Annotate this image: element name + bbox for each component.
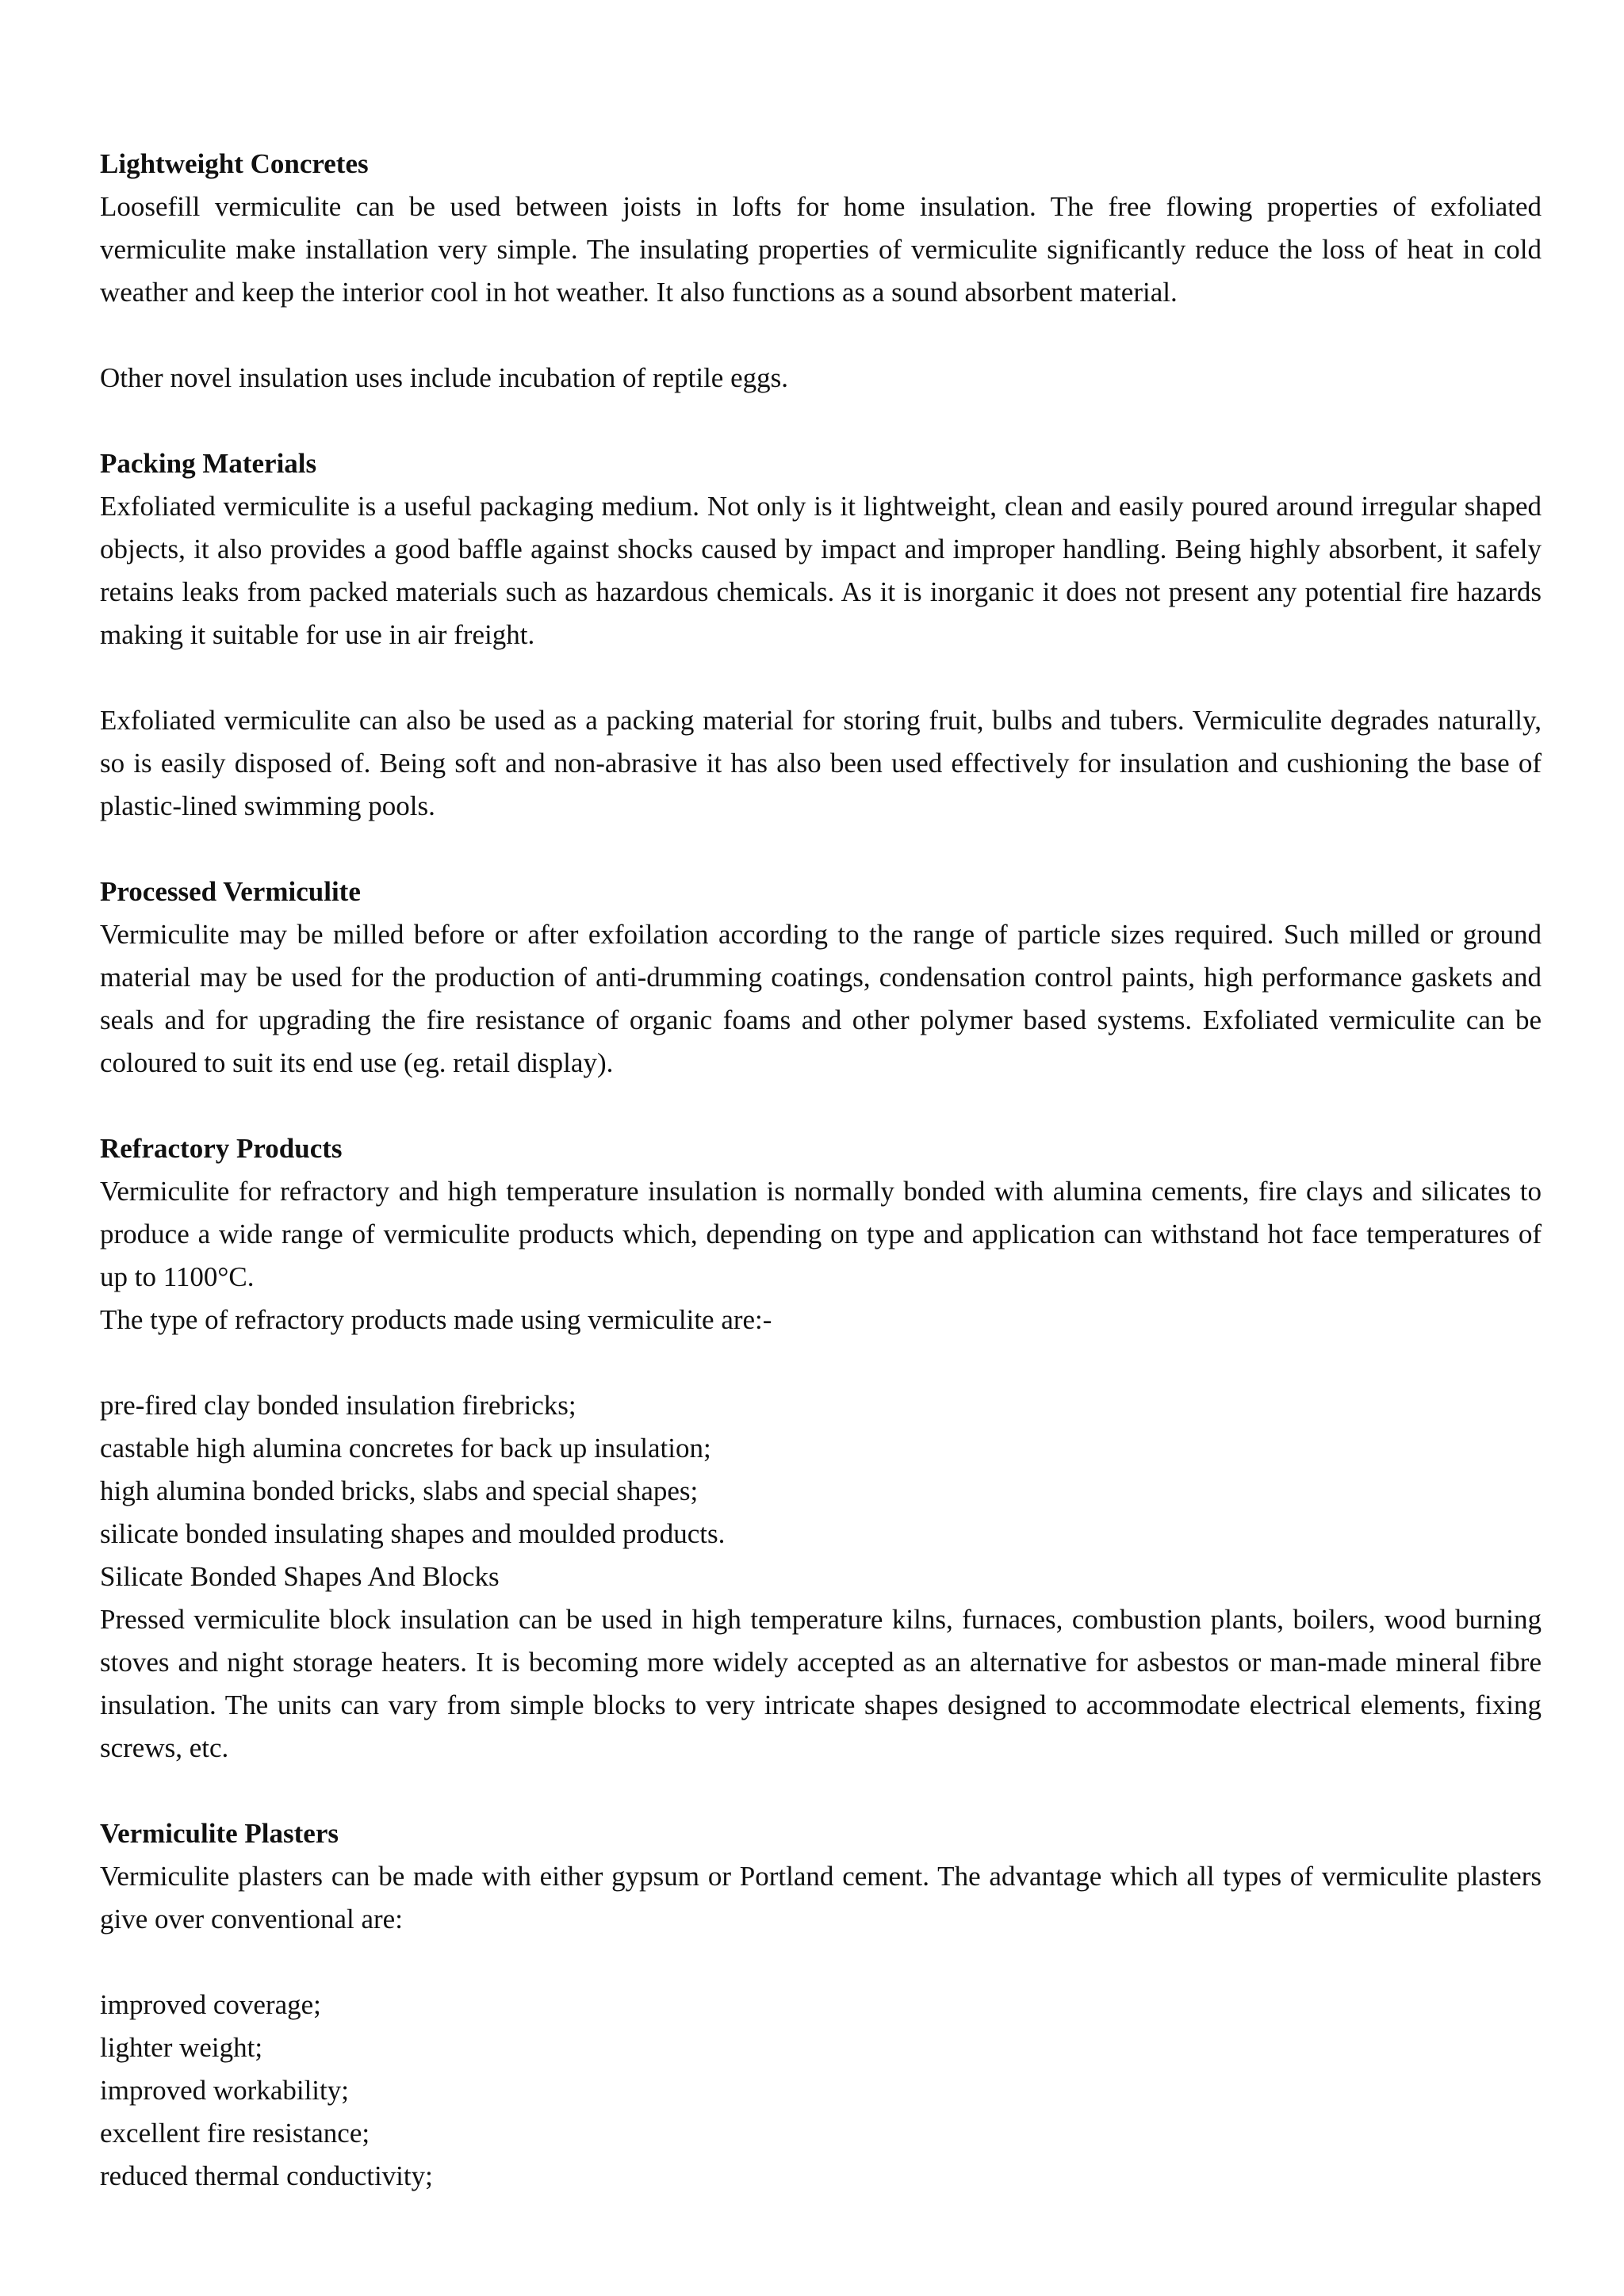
- document-page: [100, 143, 1542, 2198]
- list-item: excellent fire resistance;: [100, 2118, 370, 2149]
- list-item: improved workability;: [100, 2075, 349, 2106]
- subheading-silicate-bonded: Silicate Bonded Shapes And Blocks: [100, 1561, 500, 1592]
- paragraph-refractory: Vermiculite for refractory and high temperature insulation is normally bonded with alumina cements, fire clays and silicates to produce a wide range of vermiculite products which, depending on type and application can withstand hot face temperatures of up to 1100°C.: [100, 1176, 1542, 1292]
- paragraph-gap: [100, 828, 1542, 871]
- paragraph-gap: [100, 656, 1542, 699]
- paragraph-gap: [100, 400, 1542, 442]
- section-heading-packing-materials: Packing Materials: [100, 448, 317, 479]
- section-heading-vermiculite-plasters: Vermiculite Plasters: [100, 1818, 339, 1849]
- list-item: lighter weight;: [100, 2032, 263, 2063]
- section-heading-processed-vermiculite: Processed Vermiculite: [100, 876, 361, 907]
- list-item: reduced thermal conductivity;: [100, 2160, 433, 2191]
- section-heading-refractory-products: Refractory Products: [100, 1133, 343, 1164]
- section-heading-lightweight-concretes: Lightweight Concretes: [100, 148, 369, 179]
- paragraph-gap: [100, 1341, 1542, 1384]
- paragraph-loosefill: Loosefill vermiculite can be used between joists in lofts for home insulation. The free flowing properties of exfoliated vermiculite make installation very simple. The insulating properties of vermiculite significantly reduce the loss of heat in cold weather and keep the interior cool in hot weather. It also functions as a sound absorbent material.: [100, 191, 1542, 308]
- paragraph-gap: [100, 1770, 1542, 1812]
- paragraph-plasters: Vermiculite plasters can be made with either gypsum or Portland cement. The advantage which all types of vermiculite plasters give over conventional are:: [100, 1861, 1542, 1934]
- paragraph-packing-fruit: Exfoliated vermiculite can also be used as a packing material for storing fruit, bulbs and tubers. Vermiculite degrades naturally, so is easily disposed of. Being soft and non-abrasive it has also been used effectively for insulation and cushioning the base of plastic-lined swimming pools.: [100, 705, 1542, 821]
- list-item: silicate bonded insulating shapes and moulded products.: [100, 1518, 726, 1549]
- paragraph-gap: [100, 314, 1542, 357]
- list-item: improved coverage;: [100, 1989, 321, 2020]
- list-item: pre-fired clay bonded insulation firebricks;: [100, 1390, 576, 1421]
- list-item: high alumina bonded bricks, slabs and special shapes;: [100, 1475, 699, 1506]
- paragraph-packaging-medium: Exfoliated vermiculite is a useful packaging medium. Not only is it lightweight, clean and easily poured around irregular shaped objects, it also provides a good baffle against shocks caused by impact and improper handling. Being highly absorbent, it safely retains leaks from packed materials such as hazardous chemicals. As it is inorganic it does not present any potential fire hazards making it suitable for use in air freight.: [100, 491, 1542, 650]
- paragraph-gap: [100, 1941, 1542, 1984]
- refractory-list-intro: The type of refractory products made using vermiculite are:-: [100, 1304, 772, 1335]
- list-item: castable high alumina concretes for back up insulation;: [100, 1433, 711, 1464]
- paragraph-pressed-block: Pressed vermiculite block insulation can be used in high temperature kilns, furnaces, combustion plants, boilers, wood burning stoves and night storage heaters. It is becoming more widely accepted as an alternative for asbestos or man-made mineral fibre insulation. The units can vary from simple blocks to very intricate shapes designed to accommodate electrical elements, fixing screws, etc.: [100, 1604, 1542, 1763]
- paragraph-gap: [100, 1085, 1542, 1127]
- paragraph-novel-uses: Other novel insulation uses include incubation of reptile eggs.: [100, 362, 788, 393]
- paragraph-milled: Vermiculite may be milled before or after exfoilation according to the range of particle sizes required. Such milled or ground material may be used for the production of anti-drumming coatings, condensation control paints, high performance gaskets and seals and for upgrading the fire resistance of organic foams and other polymer based systems. Exfoliated vermiculite can be coloured to suit its end use (eg. retail display).: [100, 919, 1542, 1078]
